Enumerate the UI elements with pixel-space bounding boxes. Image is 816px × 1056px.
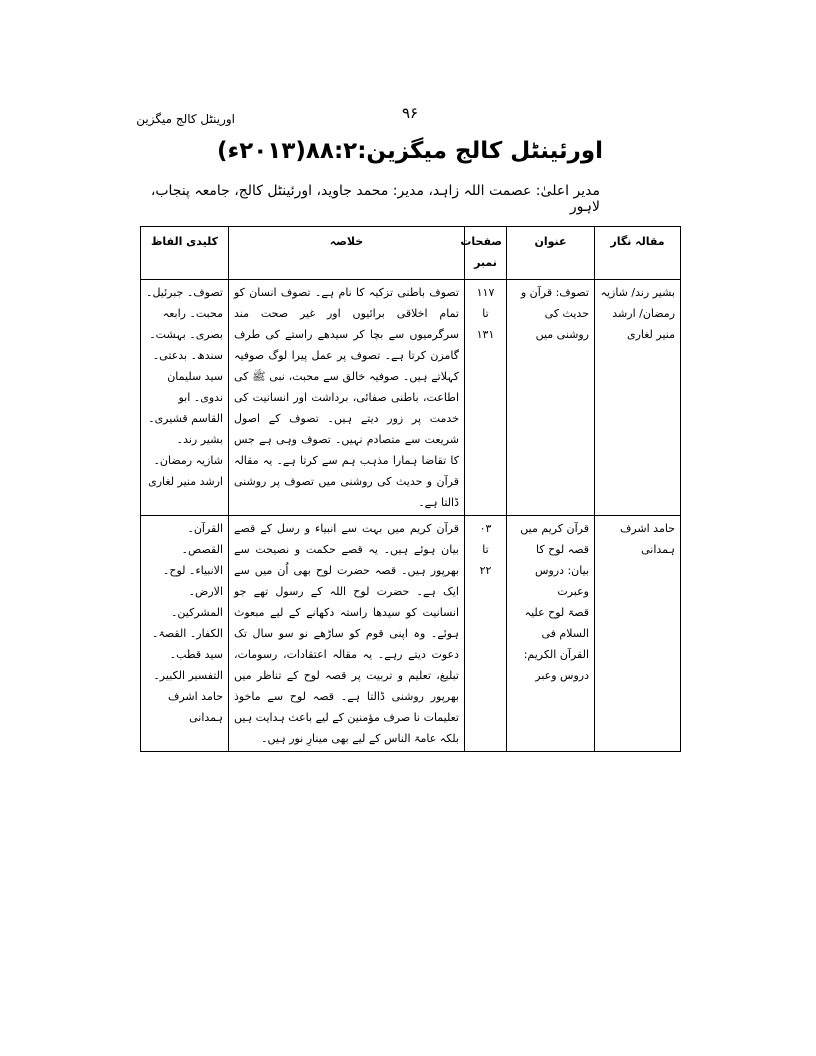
author-cell: حامد اشرف ہمدانی bbox=[595, 516, 681, 752]
journal-title: اورئینٹل کالج میگزین:۸۸:۲(۲۰۱۳ء) bbox=[216, 138, 604, 164]
running-head: اورینٹل کالج میگزین bbox=[136, 112, 235, 126]
title-line: قرآن کریم میں قصہ لوح کا بیان: دروس وعبرت bbox=[520, 522, 589, 598]
header-keywords: کلیدی الفاظ bbox=[141, 227, 229, 280]
header-abstract: خلاصہ bbox=[229, 227, 465, 280]
page-separator: تا bbox=[482, 543, 489, 556]
title-cell: تصوف: قرآن و حدیث کی روشنی میں bbox=[507, 280, 595, 516]
header-author: مقالہ نگار bbox=[595, 227, 681, 280]
page-end: ۲۲ bbox=[479, 564, 492, 577]
abstract-cell: تصوف باطنی تزکیہ کا نام ہے۔ تصوف انسان کو تمام اخلاقی برائیوں اور غیر صحت مند سرگرمیوں سے بچا کر سیدھے راستے کی طرف گامزن کرتا ہے۔ تصوف پر عمل پیرا لوگ صوفیہ کہلاتے ہیں۔ صوفیہ خالق سے محبت، نبی ﷺ کی اطاعت، باطنی صفائی، برداشت اور انسانیت کی خدمت پر زور دیتے ہیں۔ تصوف کے اصول شریعت سے متصادم نہیں۔ تصوف وہی ہے جس کا تقاضا ہمارا مذہب ہم سے کرتا ہے۔ یہ مقالہ قرآن و حدیث کی روشنی میں تصوف پر روشنی ڈالتا ہے۔ bbox=[229, 280, 465, 516]
abstract-cell: قرآن کریم میں بہت سے انبیاء و رسل کے قصے بیان ہوئے ہیں۔ یہ قصے حکمت و نصیحت سے بھرپور ہیں۔ قصہ حضرت لوح بھی اُن میں سے ایک ہے۔ حضرت لوح اللہ کے رسول تھے جو انسانیت کو سیدھا راستہ دکھانے کے لیے مبعوث ہوئے۔ وہ اپنی قوم کو ساڑھے نو سو سال تک دعوت دیتے رہے۔ یہ مقالہ اعتقادات، رسومات، تبلیغ، تعلیم و تربیت پر قصہ لوح کے تناظر میں بھرپور روشنی ڈالتا ہے۔ قصہ لوح سے ماخوذ تعلیمات نا صرف مؤمنین کے لیے باعث ہدایت ہیں بلکہ عامۃ الناس کے لیے بھی مینارِ نور ہیں۔ bbox=[229, 516, 465, 752]
pages-cell bbox=[465, 516, 507, 752]
title-cell bbox=[507, 516, 595, 752]
page-start: ۰۳ bbox=[479, 522, 492, 535]
title-line: قصۃ لوح علیہ السلام فی القرآن الکریم: دروس وعبر bbox=[523, 606, 589, 682]
page-number: ۹۶ bbox=[401, 104, 419, 122]
header-title: عنوان bbox=[507, 227, 595, 280]
table-row bbox=[141, 280, 681, 516]
pages-cell bbox=[465, 280, 507, 516]
keywords-cell: تصوف۔ جبرئیل۔ محبت۔ رابعہ بصری۔ بہشت۔ سندھ۔ بدعتی۔ سید سلیمان ندوی۔ ابو القاسم قشیری۔ بشیر رند۔ شازیہ رمضان۔ ارشد منیر لغاری bbox=[141, 280, 229, 516]
page-separator: تا bbox=[482, 307, 489, 320]
page-end: ۱۳۱ bbox=[476, 328, 495, 341]
keywords-cell: القرآن۔ القصص۔ الانبیاء۔ لوح۔ الارض۔ المشرکین۔ الکفار۔ القصۃ۔ سید قطب۔ التفسیر الکبیر۔ حامد اشرف ہمدانی bbox=[141, 516, 229, 752]
header-pages: صفحات نمبر bbox=[465, 227, 507, 280]
table-header-row bbox=[141, 227, 681, 280]
editors-line: مدیر اعلیٰ: عصمت اللہ زاہد، مدیر: محمد جاوید، اورئینٹل کالج، جامعہ پنجاب، لاہور bbox=[150, 183, 600, 215]
table-row bbox=[141, 516, 681, 752]
articles-table bbox=[140, 226, 681, 752]
author-cell: بشیر رند/ شازیہ رمضان/ ارشد منیر لغاری bbox=[595, 280, 681, 516]
page-start: ۱۱۷ bbox=[476, 286, 495, 299]
